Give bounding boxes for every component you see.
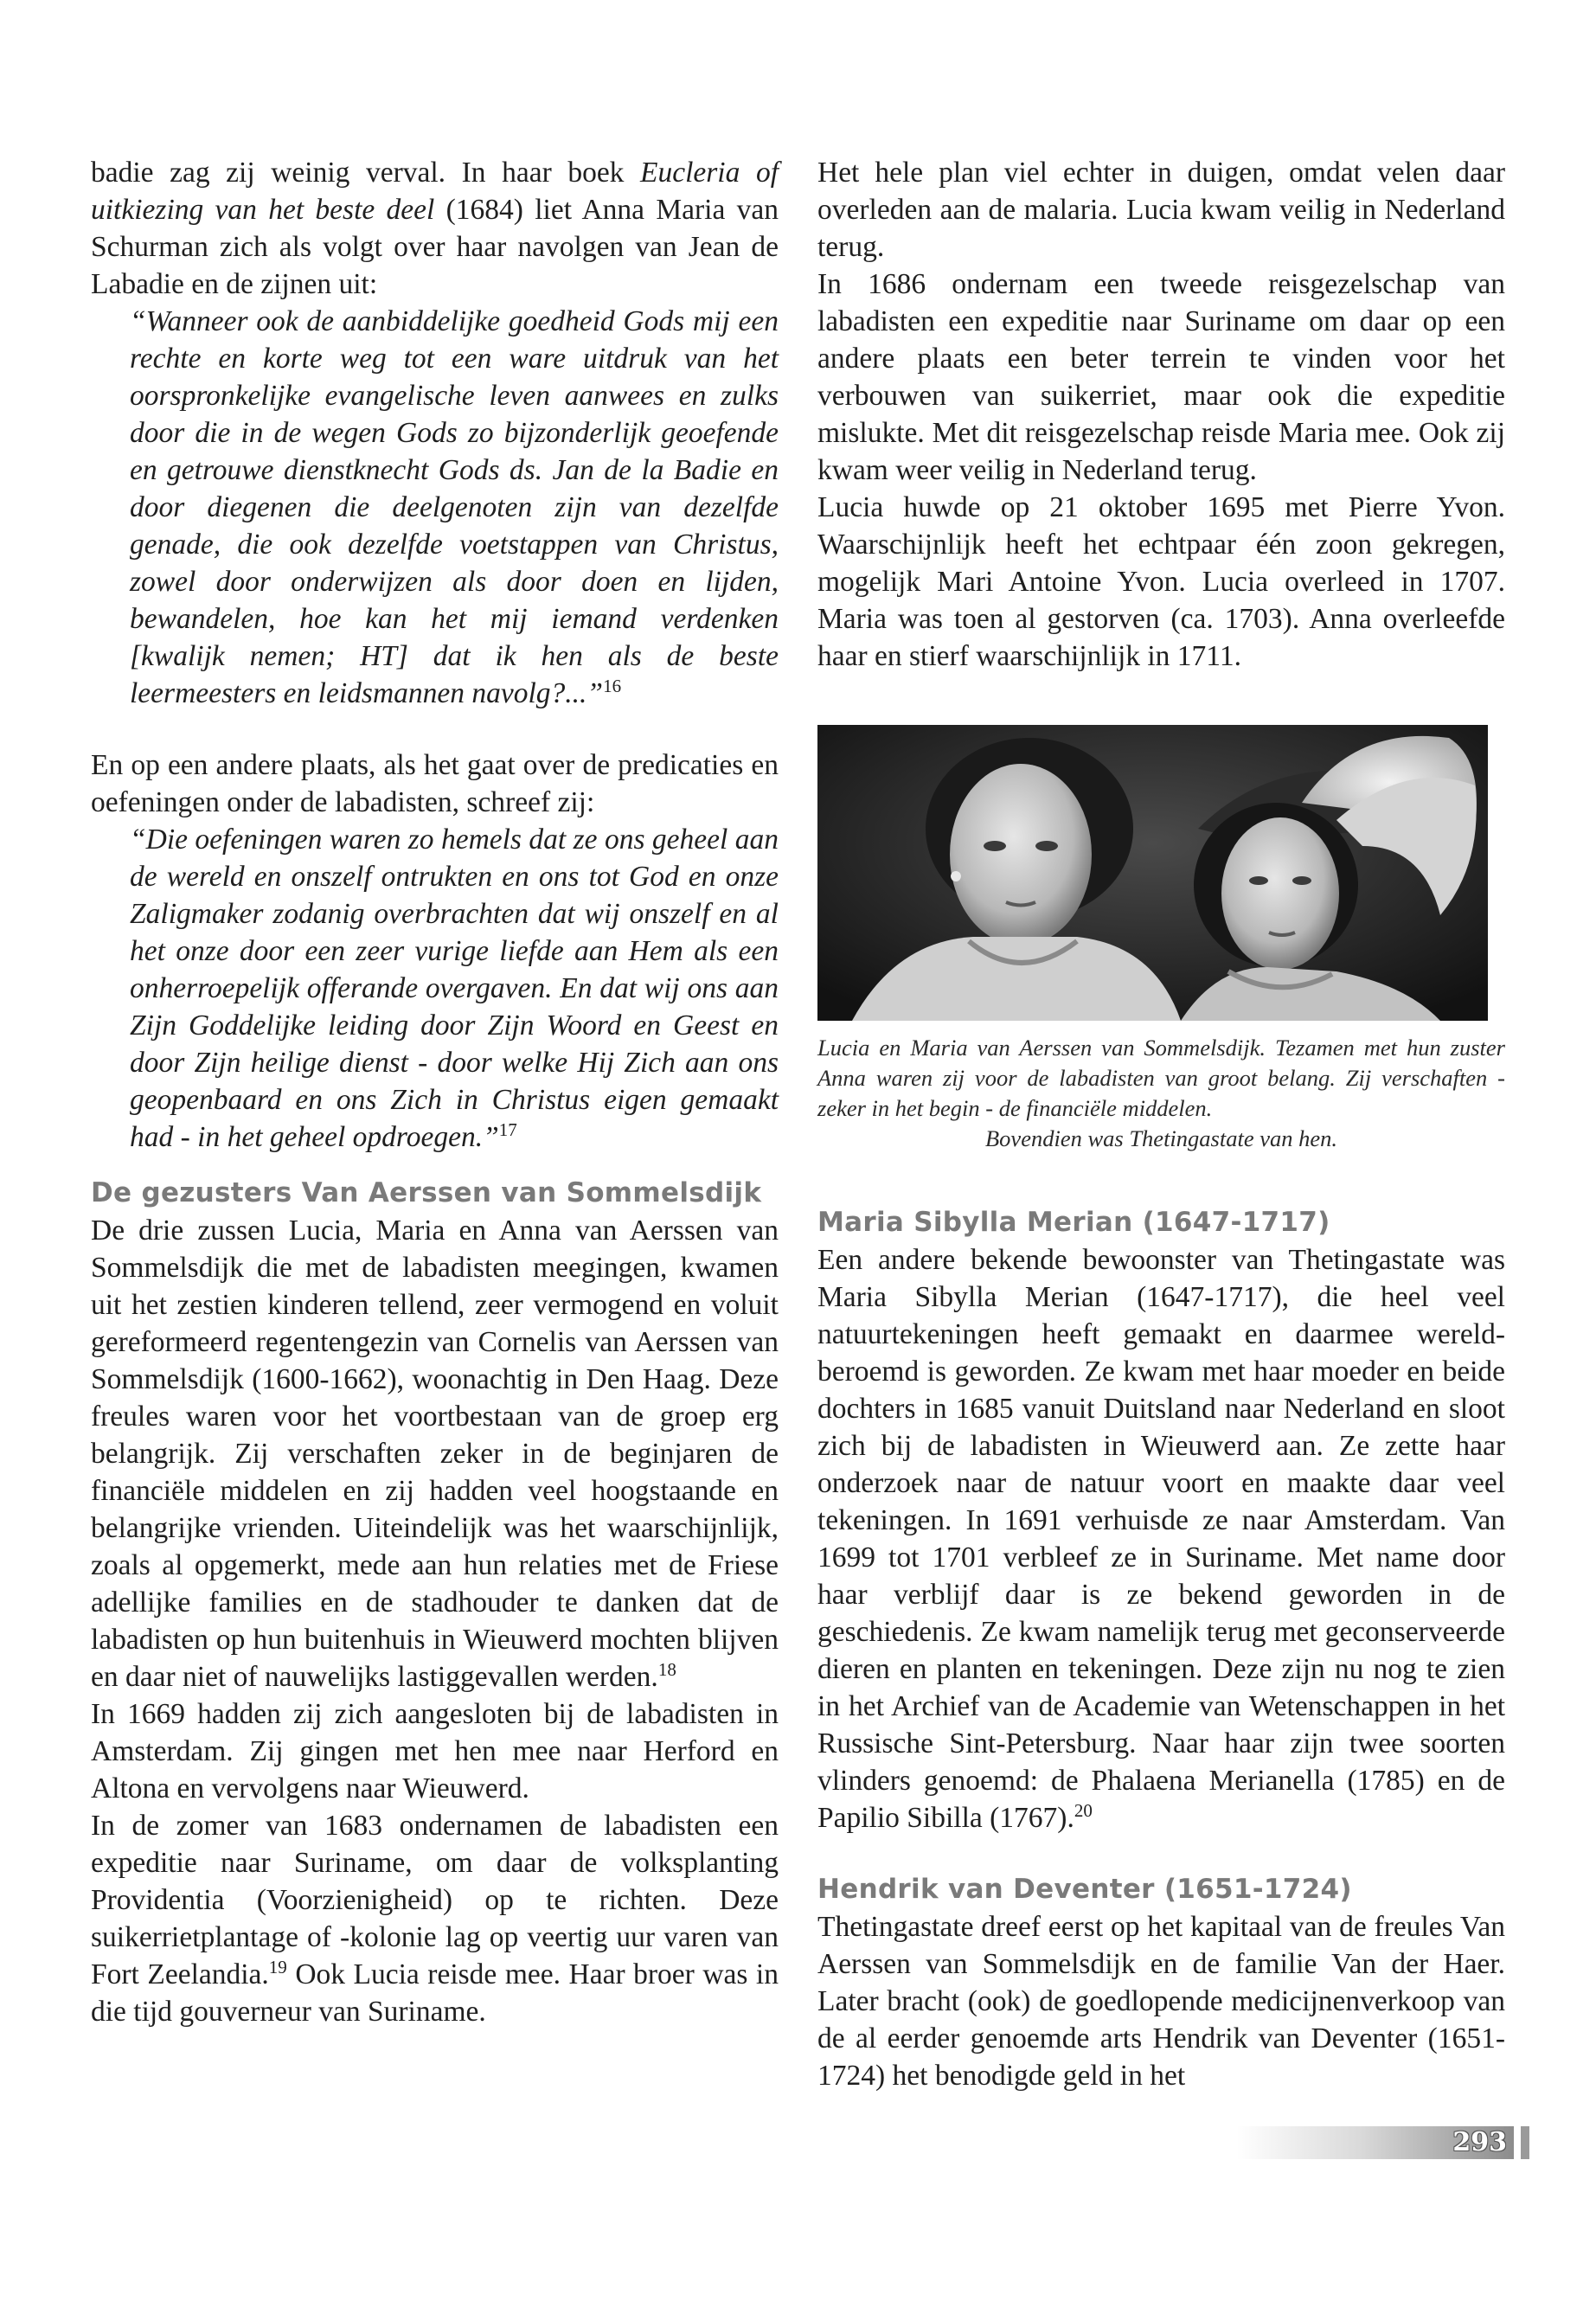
footnote-ref-18: 18 — [657, 1658, 676, 1680]
footnote-ref-16: 16 — [603, 675, 622, 696]
quote-oefeningen: “Die oefeningen waren zo hemels dat ze ons geheel aan de wereld en onszelf ontrukten en ons tot God en onze Zaligmaker zodanig overbrachten dat wij onszelf en al het onze door een zeer vurige liefde aan Hem als een onherroepelijk offerande overgaven. En dat wij ons aan Zijn Goddelijke leiding door Zijn Woord en Geest en door Zijn heilige dienst - door welke Hij Zich aan ons geopenbaard en ons Zich in Christus eigen gemaakt had - in het geheel opdroegen.”$^{17}$ — [130, 824, 779, 1153]
right-column — [817, 154, 1505, 2094]
portrait-illustration — [817, 725, 1488, 1021]
paragraph-predicaties: En op een andere plaats, als het gaat over de predicaties en oefeningen onder de labadisten, schreef zij: — [91, 749, 779, 818]
photo-caption: Lucia en Maria van Aerssen van Sommelsdijk. Tezamen met hun zuster Anna waren zij voor de labadisten van groot belang. Zij verschaften - zeker in het begin - de financiële middelen. Bovendien was Thetingastate van hen. — [817, 1033, 1505, 1154]
paragraph-1686: In 1686 ondernam een tweede reisgezelschap van labadisten een expeditie naar Suriname om daar op een andere plaats een beter terrein te vinden voor het verbouwen van suikerriet, maar ook die expeditie mislukte. Met dit reisgezelschap reisde Maria mee. Ook zij kwam weer veilig in Nederland terug. — [817, 268, 1505, 486]
footnote-ref-19: 19 — [268, 1956, 287, 1977]
page-number-bar-cap — [1521, 2126, 1529, 2159]
page-number: 293 — [1452, 2127, 1507, 2157]
paragraph-1683: In de zomer van 1683 ondernamen de labadisten een expeditie naar Suriname, om daar de volksplanting Providentia (Voorzienigheid) op te richten. Deze suikerrietplantage of -kolonie lag op veertig uur varen van Fort Zeelandia.$^{19}$ Ook Lucia reisde mee. Haar broer was in die tijd gouverneur van Suriname. — [91, 1810, 779, 2028]
caption-last-line: Bovendien was Thetingastate van hen. — [985, 1125, 1337, 1151]
left-column — [91, 154, 779, 2030]
portrait-photo — [817, 725, 1488, 1021]
book-title: Eucleria of uitkiezing van het beste deel — [91, 157, 779, 226]
paragraph-1669: In 1669 hadden zij zich aangesloten bij de labadisten in Amsterdam. Zij gingen met hen mee naar Herford en Altona en vervolgens naar Wieuwerd. — [91, 1698, 779, 1804]
footnote-ref-17: 17 — [498, 1118, 517, 1140]
paragraph-lucia-huwde: Lucia huwde op 21 oktober 1695 met Pierre Yvon. Waarschijnlijk heeft het echtpaar één zoon gekregen, mogelijk Mari Antoine Yvon. Lucia overleed in 1707. Maria was toen al gestorven (ca. 1703). Anna overleefde haar en stierf waarschijnlijk in 1711. — [817, 491, 1505, 672]
paragraph-intro: badie zag zij weinig verval. In haar boek Eucleria of uitkiezing van het beste deel (1684) liet Anna Maria van Schurman zich als volgt over haar navolgen van Jean de Labadie en de zijnen uit: — [91, 157, 779, 300]
section-heading-gezusters: De gezusters Van Aerssen van Sommelsdijk — [91, 1177, 762, 1208]
footnote-ref-20: 20 — [1074, 1799, 1093, 1821]
paragraph-zussen: De drie zussen Lucia, Maria en Anna van Aerssen van Sommelsdijk die met de labadisten meegingen, kwamen uit het zestien kinderen tellend, zeer vermogend en voluit gereformeerd regentengezin van Cornelis van Aerssen van Sommelsdijk (1600-1662), woonachtig in Den Haag. Deze freules waren voor het voortbestaan van de groep erg belangrijk. Zij verschaften zeker in de beginjaren de financiële middelen en zij hadden veel hoogstaande en belangrijke vrienden. Uiteindelijk was het waarschijnlijk, zoals al opgemerkt, mede aan hun relaties met de Friese adellijke families en de stadhouder te danken dat de labadisten op hun buitenhuis in Wieuwerd mochten blijven en daar niet of nauwelijks lastiggevallen werden.$^{18}$ — [91, 1215, 779, 1693]
paragraph-deventer: Thetingastate dreef eerst op het kapitaal van de freules Van Aerssen van Sommelsdijk en de familie Van der Haer. Later bracht (ook) de goedlopende medicijnenverkoop van de al eerder genoemde arts Hendrik van Deventer (1651-1724) het benodigde geld in het — [817, 1911, 1505, 2092]
quote-eucleria: “Wanneer ook de aanbiddelijke goedheid Gods mij een rechte en korte weg tot een ware uitdruk van het oorspronkelijke evangelische leven aanwees en zulks door die in de wegen Gods zo bijzonderlijk geoefende en getrouwe dienstknecht Gods ds. Jan de la Badie en door diegenen die deelgenoten zijn van dezelfde genade, die ook dezelfde voetstappen van Christus, zowel door onderwijzen als door doen en lijden, bewandelen, hoe kan het mij iemand verdenken [kwalijk nemen; HT] dat ik hen als de beste leermeesters en leidsmannen navolg?...”$^{16}$ — [130, 305, 779, 709]
paragraph-plan: Het hele plan viel echter in duigen, omdat velen daar overleden aan de malaria. Lucia kwam veilig in Nederland terug. — [817, 157, 1505, 263]
section-heading-deventer: Hendrik van Deventer (1651-1724) — [817, 1874, 1352, 1905]
paragraph-merian: Een andere bekende bewoonster van Thetingastate was Maria Sibylla Merian (1647-1717), die heel veel natuurtekeningen heeft gemaakt en daarmee wereldberoemd is geworden. Ze kwam met haar moeder en beide dochters in 1685 vanuit Duitsland naar Nederland en sloot zich bij de labadisten in Wieuwerd aan. Ze zette haar onderzoek naar de natuur voort en maakte daar veel tekeningen. In 1691 verhuisde ze naar Amsterdam. Van 1699 tot 1701 verbleef ze in Suriname. Met name door haar verblijf daar is ze bekend geworden in de geschiedenis. Ze kwam namelijk terug met geconserveerde dieren en planten en tekeningen. Deze zijn nu nog te zien in het Archief van de Academie van Wetenschappen in het Russische Sint-Petersburg. Naar haar zijn twee soorten vlinders genoemd: de Phalaena Merianella (1785) en de Papilio Sibilla (1767).$^{20}$ — [817, 1244, 1505, 1834]
section-heading-merian: Maria Sibylla Merian (1647-1717) — [817, 1207, 1330, 1238]
